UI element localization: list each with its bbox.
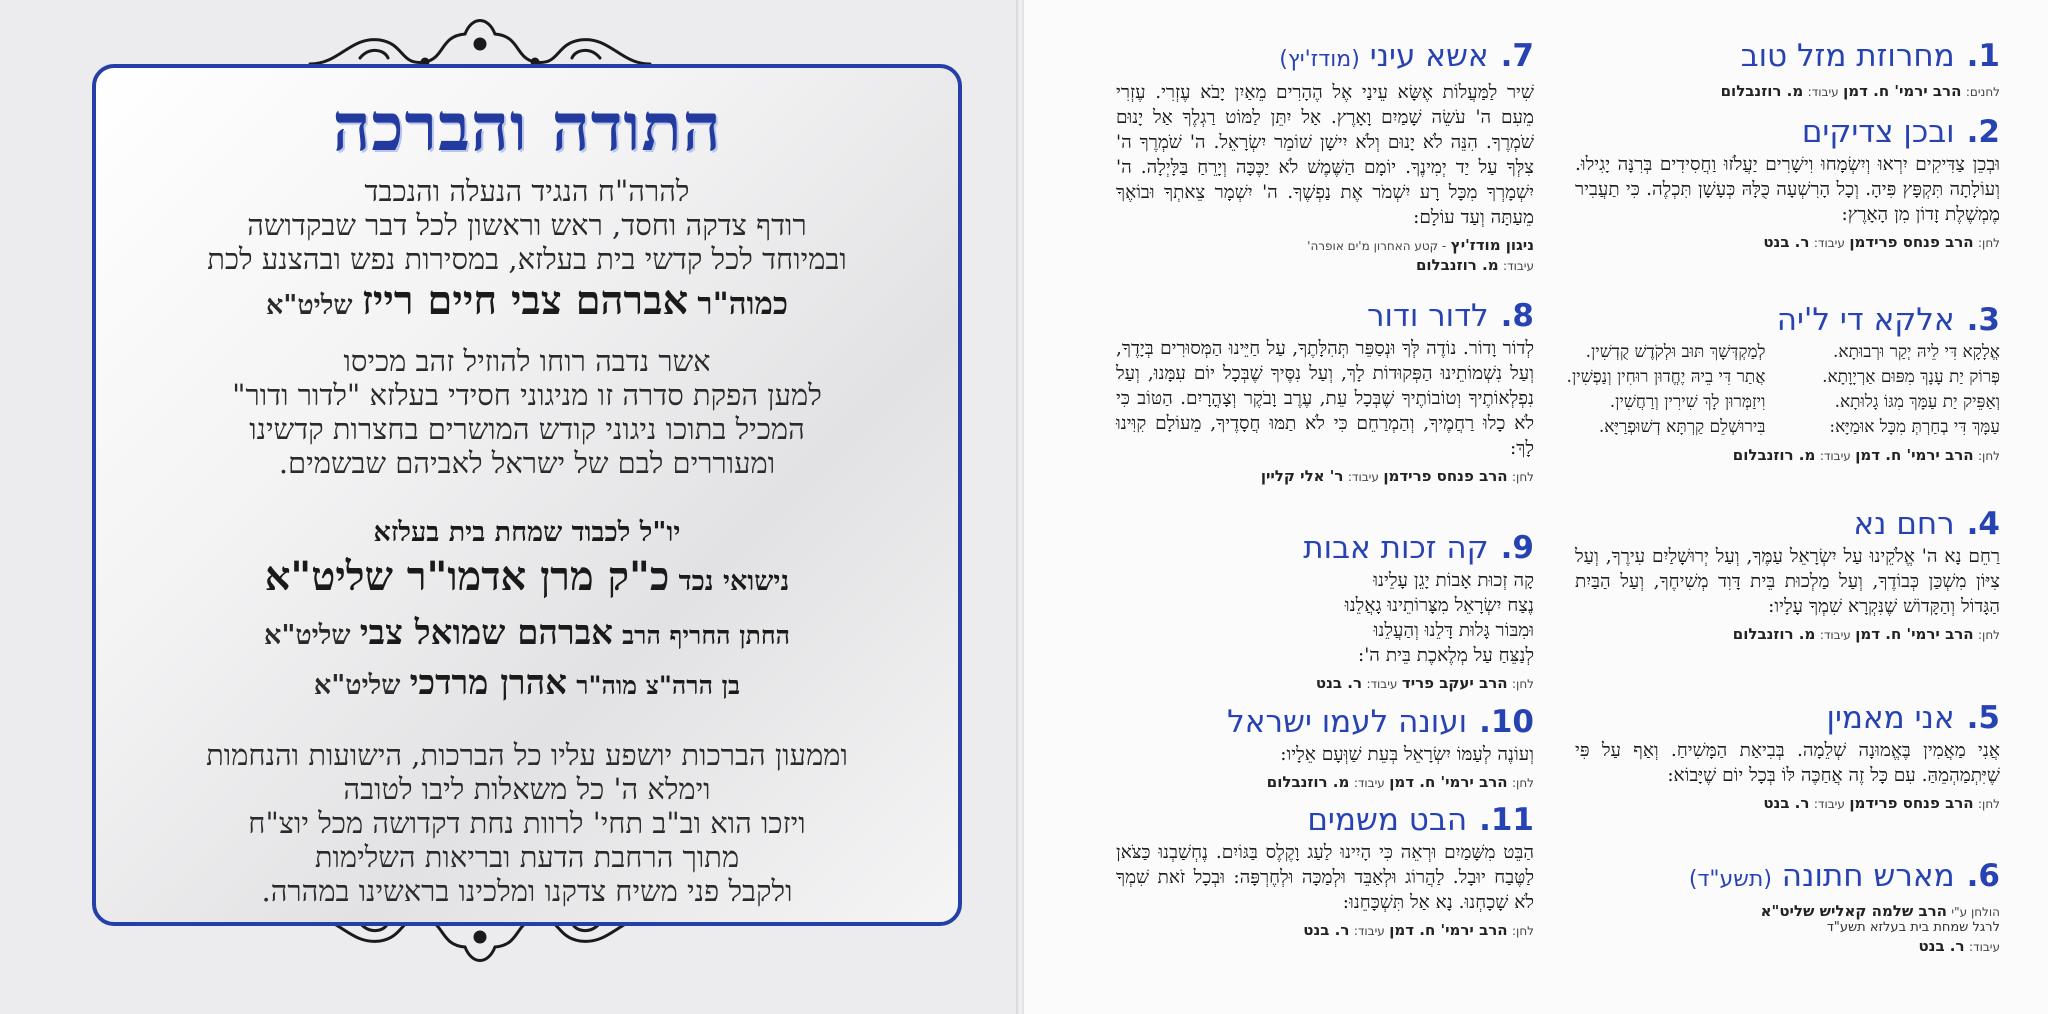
dedication-title: התודה והברכה <box>332 88 722 166</box>
dedication-line: ובמיוחד לכל קדשי בית בעלזא, במסירות נפש ובהצנע לכת <box>207 242 847 276</box>
song-11 <box>1116 800 1534 939</box>
song-credit: לחן: הרב פנחס פרידמן עיבוד: ר. בנט <box>1763 233 2000 251</box>
song-heading <box>1116 528 1534 568</box>
song-number: 4. <box>1966 506 2000 542</box>
song-lyrics: רַחֵם נָא ה' אֱלֹקֵינוּ עַל יִשְׂרָאֵל עַמֶּךָ, וְעַל יְרוּשָׁלַיִם עִירֶךָ, וְעַל צִיּוֹן מִשְׁכַּן כְּבוֹדֶךָ, וְעַל מַלְכוּת בֵּית דָּוִד מְשִׁיחֶךָ, וְעַל הַבַּיִת הַגָּדוֹל וְהַקָּדוֹשׁ שֶׁנִּקְרָא שִׁמְךָ עָלָיו: <box>1575 546 2000 617</box>
song-5 <box>1575 698 2000 812</box>
donor-suffix: שליט"א <box>265 290 353 321</box>
song-7 <box>1116 36 1534 274</box>
song-credit: הולחן ע"י הרב שלמה קאליש שליט"א <box>1760 902 2000 920</box>
song-9 <box>1116 528 1534 692</box>
song-title: אני מאמין <box>1826 700 1955 736</box>
song-title: לדור ודור <box>1366 298 1489 334</box>
song-credit: לחן: הרב פנחס פרידמן עיבוד: ר' אלי קליין <box>1260 467 1534 485</box>
song-2 <box>1575 112 2000 251</box>
blessing-line: ולקבל פני משיח צדקנו ומלכינו בראשינו במהרה. <box>261 874 793 908</box>
song-4 <box>1575 504 2000 643</box>
groom-name: אברהם שמואל צבי <box>359 613 613 653</box>
song-note: לרגל שמחת בית בעלזא תשע"ד <box>1826 920 2000 935</box>
song-1 <box>1545 36 2000 100</box>
song-lyrics: הַבֵּט מִשָּׁמַיִם וּרְאֵה כִּי הָיִינוּ לַעַג וָקֶלֶס בַּגּוֹיִם. נֶחְשַׁבְנוּ כַּצֹּאן לַטֶּבַח יוּבָל. לַהֲרוֹג וּלְאַבֵּד וּלְמַכָּה וּלְחֶרְפָּה: וּבְכָל זֹאת שִׁמְךָ לֹא שָׁכָחְנוּ. נָא אַל תִּשְׁכָּחֵנוּ: <box>1116 842 1534 913</box>
song-credit: לחן: הרב ירמי' ח. דמן עיבוד: מ. רוזנבלום <box>1732 625 2000 643</box>
groom-label: החתן החריף הרב <box>622 621 790 650</box>
blessing-line: וימלא ה' כל משאלות ליבו לטובה <box>343 772 711 806</box>
song-number: 5. <box>1966 700 2000 736</box>
song-lyrics: וְעוֹנֶה לְעַמּוֹ יִשְׂרָאֵל בְּעֵת שַׁוְּעָם אֵלָיו: <box>1280 744 1534 765</box>
dedication-line: אשר נדבה רוחו להוזיל זהב מכיסו <box>343 344 711 378</box>
song-number: 2. <box>1966 114 2000 150</box>
blessing-line: וממעון הברכות יושפע עליו כל הברכות, הישועות והנחמות <box>206 738 848 772</box>
grandson-line <box>106 553 948 600</box>
song-credit: לחן: הרב ירמי' ח. דמן עיבוד: מ. רוזנבלום <box>1266 773 1534 791</box>
song-credit: לחן: הרב ירמי' ח. דמן עיבוד: ר. בנט <box>1303 921 1534 939</box>
song-number: 7. <box>1500 38 1534 74</box>
song-number: 3. <box>1966 302 2000 338</box>
song-credit: עיבוד: מ. רוזנבלום <box>1415 256 1534 274</box>
song-title: ועונה לעמו ישראל <box>1227 704 1468 740</box>
song-title: רחם נא <box>1853 506 1955 542</box>
dedication-line: למען הפקת סדרה זו מניגוני חסידי בעלזא "לדור ודור" <box>232 378 822 412</box>
song-credit: עיבוד: ר. בנט <box>1918 937 2000 955</box>
song-heading <box>1116 296 1534 336</box>
song-heading <box>1116 800 1534 840</box>
song-lyrics: אֱלָקָא דִּי לֵיהּ יְקַר וּרְבוּתָא. לְמַקְדְּשָׁךְ תּוּב וּלְקֹדֶשׁ קֻדְשִׁין. פְּרוֹק יַת עָנָךְ מִפּוּם אַרְיָוָתָא. אֲתַר דִּי בֵיהּ יֶחֱדוּן רוּחִין וְנַפְשִׁין. וְאַפֵּיק יַת עַמָּךְ מִגּוֹ גָלוּתָא. וִיזַמְּרוּן לָךְ שִׁירִין וְרַחֲשִׁין. עַמָּךְ דִּי בְחַרְתְּ מִכָּל אוּמַיָּא: בִּירוּשְׁלֵם קַרְתָּא דְשׁוּפְרַיָּא. <box>1566 342 2000 437</box>
song-number: 11. <box>1479 802 1534 838</box>
song-number: 10. <box>1479 704 1534 740</box>
song-heading <box>1545 300 2000 340</box>
song-subtitle: (תשע"ד) <box>1688 867 1772 892</box>
song-subtitle: (מודז'יץ) <box>1279 47 1360 72</box>
dedication-line: להרה"ח הנגיד הנעלה והנכבד <box>364 174 690 208</box>
father-name: אהרן מרדכי <box>409 663 567 703</box>
song-title: אשא עיני <box>1369 38 1489 74</box>
song-credit: לחן: הרב יעקב פריד עיבוד: ר. בנט <box>1315 674 1534 692</box>
donor-title: כמוה"ר <box>697 286 789 322</box>
donor-line <box>106 277 948 324</box>
song-heading <box>1116 36 1534 80</box>
grandson-label: נישואי נכד <box>678 566 790 597</box>
song-heading <box>1575 112 2000 152</box>
groom-line <box>106 613 948 653</box>
song-credit: לחן: הרב ירמי' ח. דמן עיבוד: מ. רוזנבלום <box>1732 446 2000 464</box>
song-3 <box>1545 300 2000 464</box>
song-number: 8. <box>1500 298 1534 334</box>
song-number: 9. <box>1500 530 1534 566</box>
song-title: מארש חתונה <box>1781 858 1955 894</box>
song-number: 6. <box>1966 858 2000 894</box>
song-8 <box>1116 296 1534 485</box>
blessing-line: ויזכו הוא וב"ב תחי' לרוות נחת דקדושה מכל יוצ"ח <box>248 806 806 840</box>
song-title: קה זכות אבות <box>1303 530 1489 566</box>
song-title: מחרוזת מזל טוב <box>1740 38 1955 74</box>
song-number: 1. <box>1966 38 2000 74</box>
groom-suffix: שליט"א <box>264 620 351 651</box>
song-title: הבט משמים <box>1307 802 1468 838</box>
song-10 <box>1116 702 1534 791</box>
rebbe-name: כ"ק מרן אדמו"ר שליט"א <box>264 553 670 600</box>
song-lyrics: וּבְכֵן צַדִּיקִים יִרְאוּ וְיִשְׂמָחוּ וִישָׁרִים יַעֲלֹזוּ וַחֲסִידִים בְּרִנָּה יָגִילוּ. וְעוֹלָתָה תִּקְפָּץ פִּיהָ. וְכָל הָרִשְׁעָה כֻּלָּהּ כְּעָשָׁן תִּכְלֶה. כִּי תַעֲבִיר מֶמְשֶׁלֶת זָדוֹן מִן הָאָרֶץ: <box>1575 154 2000 225</box>
song-credit: לחנים: הרב ירמי' ח. דמן עיבוד: מ. רוזנבלום <box>1720 82 2000 100</box>
song-heading <box>1545 36 2000 76</box>
dedication-line: רודף צדקה וחסד, ראש וראשון לכל דבר שבקדושה <box>247 208 807 242</box>
occasion-line: יו"ל לכבוד שמחת בית בעלזא <box>373 517 681 548</box>
page-fold <box>1016 0 1024 1014</box>
song-title: אלקא די ל'יה <box>1776 302 1955 338</box>
song-heading <box>1575 698 2000 738</box>
dedication-line: המכיל בתוכו ניגוני קודש המושרים בחצרות קדשינו <box>249 412 805 446</box>
song-heading <box>1575 504 2000 544</box>
song-lyrics: לְדוֹר וָדוֹר. נוֹדֶה לְּךָ וּנְסַפֵּר תְּהִלָּתֶךָ, עַל חַיֵּינוּ הַמְּסוּרִים בְּיָדֶךָ, וְעַל נִשְׁמוֹתֵינוּ הַפְּקוּדוֹת לָךְ, וְעַל נִסֶּיךָ שֶׁבְּכָל יוֹם עִמָּנוּ, וְעַל נִפְלְאוֹתֶיךָ וְטוֹבוֹתֶיךָ שֶׁבְּכָל עֵת, עֶרֶב וָבֹקֶר וְצָהֳרָיִם. הַטּוֹב כִּי לֹא כָלוּ רַחֲמֶיךָ, וְהַמְרַחֵם כִּי לֹא תַמּוּ חֲסָדֶיךָ, מֵעוֹלָם קִוִּינוּ לָךְ: <box>1116 338 1534 459</box>
blessing-line: מתוך הרחבת הדעת ובריאות השלימות <box>314 840 740 874</box>
father-label: בן הרה"צ מוה"ר <box>576 671 741 700</box>
father-suffix: שליט"א <box>313 670 401 701</box>
song-lyrics: שִׁיר לַמַּעֲלוֹת אֶשָּׂא עֵינַי אֶל הֶהָרִים מֵאַיִן יָבֹא עֶזְרִי. עֶזְרִי מֵעִם ה' עֹשֵׂה שָׁמַיִם וָאָרֶץ. אַל יִתֵּן לַמּוֹט רַגְלֶךָ אַל יָנוּם שֹׁמְרֶךָ. הִנֵּה לֹא יָנוּם וְלֹא יִישָׁן שׁוֹמֵר יִשְׂרָאֵל. ה' שֹׁמְרֶךָ ה' צִלְּךָ עַל יַד יְמִינֶךָ. יוֹמָם הַשֶּׁמֶשׁ לֹא יַכֶּכָּה וְיָרֵחַ בַּלָּיְלָה. ה' יִשְׁמָרְךָ מִכָּל רָע יִשְׁמֹר אֶת נַפְשֶׁךָ. ה' יִשְׁמָר צֵאתְךָ וּבוֹאֶךָ מֵעַתָּה וְעַד עוֹלָם: <box>1116 82 1534 228</box>
song-title: ובכן צדיקים <box>1801 114 1955 150</box>
song-lyrics: אֲנִי מַאֲמִין בֶּאֱמוּנָה שְׁלֵמָה. בְּבִיאַת הַמָּשִׁיחַ. וְאַף עַל פִּי שֶׁיִּתְמַהְמֵהַּ. עִם כָּל זֶה אֲחַכֶּה לּוֹ בְּכָל יוֹם שֶׁיָּבוֹא: <box>1575 740 2000 786</box>
song-heading <box>1575 856 2000 900</box>
song-6 <box>1575 856 2000 955</box>
song-heading <box>1116 702 1534 742</box>
song-lyrics: קָה זְכוּת אָבוֹת יָגֵן עָלֵינוּ נֶצַח יִשְׂרָאֵל מִצָּרוֹתֵינוּ גָאֲלֵנוּ וּמִבּוֹר גָּלוּת דָּלֵנוּ וְהַעֲלֵנוּ לְנַצֵּחַ עַל מְלֶאכֶת בֵּית ה': <box>1344 570 1534 666</box>
dedication-line: ומעוררים לבם של ישראל לאביהם שבשמים. <box>278 446 776 480</box>
song-credit: לחן: הרב פנחס פרידמן עיבוד: ר. בנט <box>1763 794 2000 812</box>
song-credit: ניגון מודז'יץ - קטע האחרון מ'ים אופרה' <box>1307 236 1534 254</box>
dedication-frame <box>92 64 962 926</box>
donor-name: אברהם צבי חיים רייז <box>361 277 689 324</box>
father-line <box>106 663 948 703</box>
